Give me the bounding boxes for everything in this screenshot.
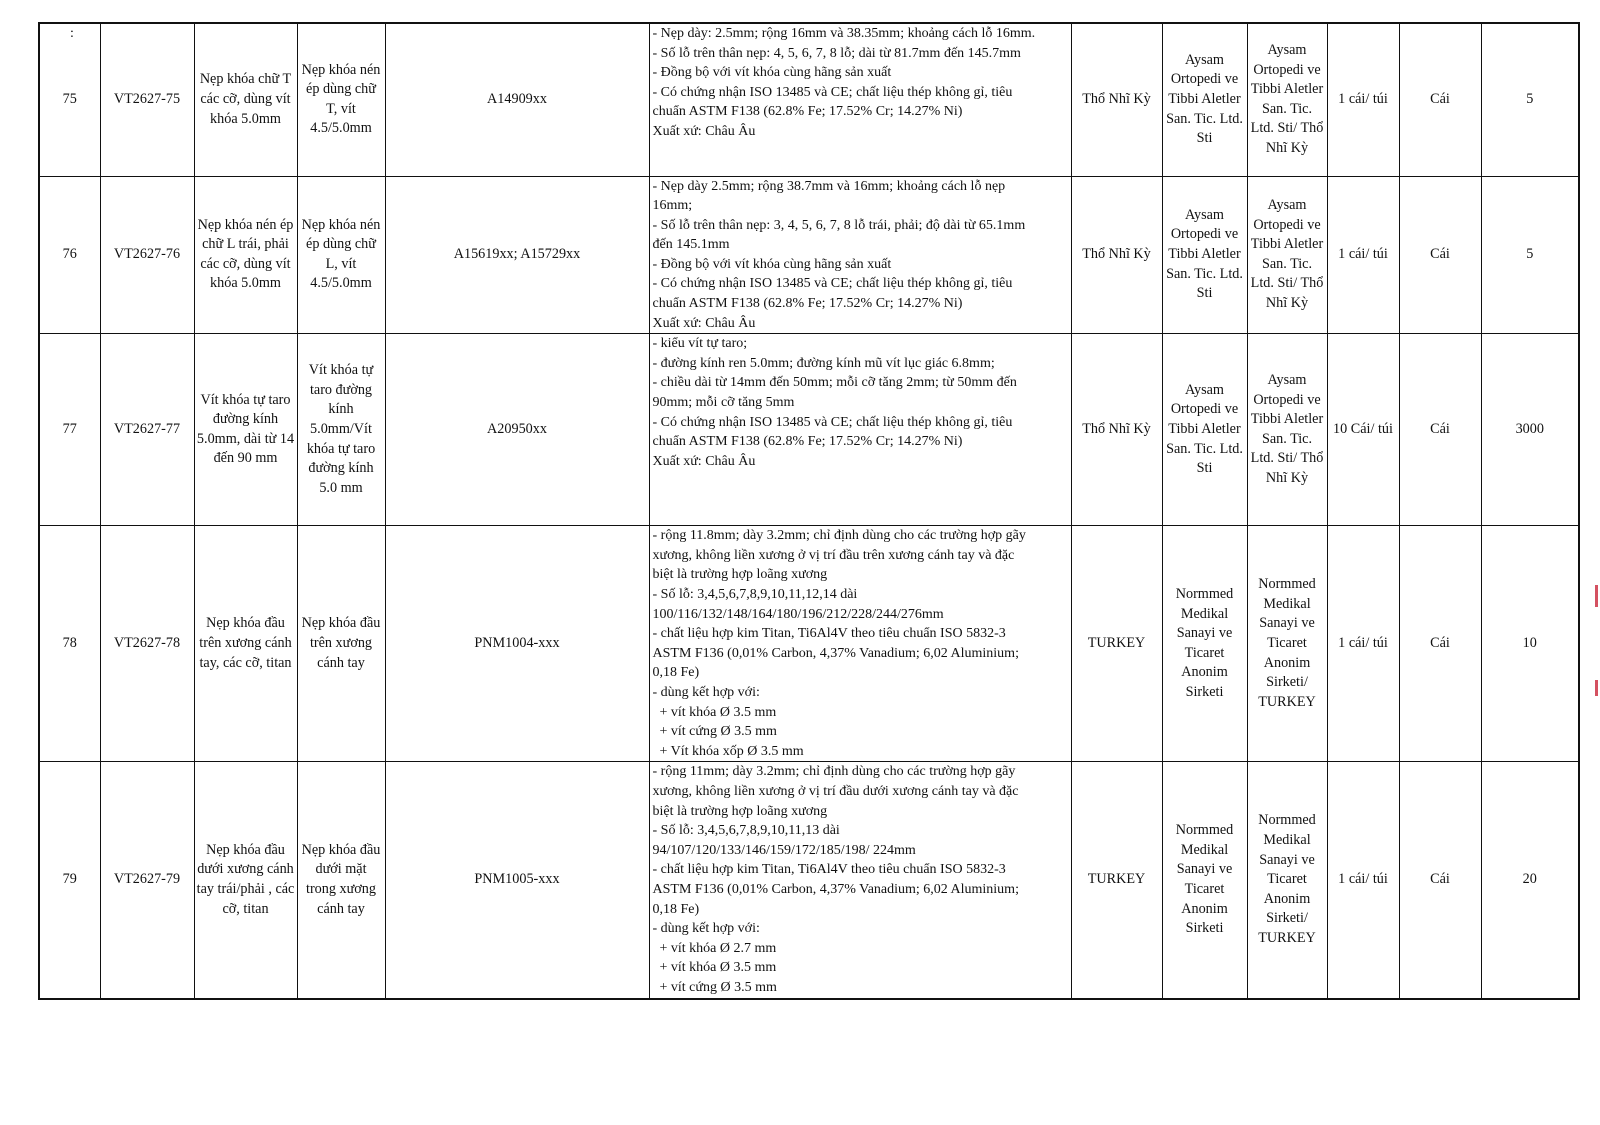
specification-line: 100/116/132/148/164/180/196/212/228/244/276mm (652, 606, 944, 622)
specification-line: + Vít khóa xốp Ø 3.5 mm (652, 743, 804, 759)
item-type-text: Nẹp khóa nén ép dùng chữ L, vít 4.5/5.0mm (301, 216, 381, 292)
specification-line: - đường kính ren 5.0mm; đường kính mũ vít lục giác 6.8mm; (652, 355, 995, 371)
owner-text: Normmed Medikal Sanayi ve Ticaret Anonim Sirketi/ TURKEY (1258, 576, 1316, 710)
specification-line: - Có chứng nhận ISO 13485 và CE; chất liệu thép không gỉ, tiêu (652, 276, 1013, 292)
quantity-text: 5 (1526, 246, 1534, 263)
specification-line: chuẩn ASTM F138 (62.8% Fe; 17.52% Cr; 14.27% Ni) (652, 434, 963, 450)
row-number-text: 75 (62, 90, 77, 107)
specification-line: biệt là trường hợp loãng xương (652, 567, 828, 583)
quantity-text: 5 (1526, 90, 1534, 107)
table-row (39, 176, 1579, 334)
item-name-text: Vít khóa tự taro đường kính 5.0mm, dài từ 14 đến 90 mm (196, 391, 295, 467)
row-number-text: 78 (62, 635, 77, 652)
specification-line: chuẩn ASTM F138 (62.8% Fe; 17.52% Cr; 14.27% Ni) (652, 104, 963, 120)
item-code-cell (100, 23, 194, 176)
item-code-text: VT2627-76 (113, 246, 181, 263)
manufacturer-cell (1162, 526, 1247, 762)
specification-line: chuẩn ASTM F138 (62.8% Fe; 17.52% Cr; 14.27% Ni) (652, 296, 963, 312)
specification-line: xương, không liền xương ở vị trí đầu dưới xương cánh tay và đặc (652, 783, 1019, 799)
item-name-text: Nẹp khóa đầu trên xương cánh tay, các cỡ, titan (199, 615, 292, 671)
specification-line: Xuất xứ: Châu Âu (652, 315, 756, 331)
country-cell (1071, 176, 1162, 334)
owner-text: Normmed Medikal Sanayi ve Ticaret Anonim Sirketi/ TURKEY (1258, 812, 1316, 946)
specification-line: - Đồng bộ với vít khóa cùng hãng sản xuất (652, 256, 892, 272)
model-code-cell (385, 762, 649, 999)
row-number-cell (39, 526, 100, 762)
item-code-text: VT2627-79 (113, 871, 181, 888)
row-number-cell (39, 762, 100, 999)
unit-text: Cái (1430, 871, 1450, 888)
item-name-cell (194, 176, 297, 334)
owner-cell (1247, 526, 1327, 762)
item-name-text: Nẹp khóa chữ T các cỡ, dùng vít khóa 5.0mm (199, 71, 292, 127)
unit-text: Cái (1430, 635, 1450, 652)
specification-line: - Nẹp dày 2.5mm; rộng 38.7mm và 16mm; khoảng cách lỗ nẹp (652, 178, 1006, 194)
specification-line: - Có chứng nhận ISO 13485 và CE; chất liệu thép không gỉ, tiêu (652, 84, 1013, 100)
item-name-text: Nẹp khóa nén ép chữ L trái, phải các cỡ, dùng vít khóa 5.0mm (197, 216, 294, 292)
packaging-cell (1327, 762, 1399, 999)
specification-line: Xuất xứ: Châu Âu (652, 453, 756, 469)
quantity-cell (1481, 23, 1579, 176)
item-name-text: Nẹp khóa đầu dưới xương cánh tay trái/phải , các cỡ, titan (196, 841, 295, 917)
specification-line: ASTM F136 (0,01% Carbon, 4,37% Vanadium; 6,02 Aluminium; (652, 881, 1019, 897)
manufacturer-cell (1162, 176, 1247, 334)
owner-cell (1247, 23, 1327, 176)
packaging-cell (1327, 334, 1399, 526)
specification-line: - rộng 11.8mm; dày 3.2mm; chỉ định dùng cho các trường hợp gãy (652, 528, 1026, 544)
country-cell (1071, 334, 1162, 526)
specification-line: + vít cứng Ø 3.5 mm (652, 724, 777, 740)
specification-line: - Nẹp dày: 2.5mm; rộng 16mm và 38.35mm; khoảng cách lỗ 16mm. (652, 26, 1036, 41)
specification-line: Xuất xứ: Châu Âu (652, 123, 756, 139)
country-text: TURKEY (1087, 871, 1146, 888)
specification-line: đến 145.1mm (652, 237, 730, 253)
specification-line: + vít khóa Ø 2.7 mm (652, 940, 777, 956)
country-text: Thổ Nhĩ Kỳ (1082, 420, 1151, 437)
manufacturer-text: Aysam Ortopedi ve Tibbi Aletler San. Tic. Ltd. Sti (1166, 206, 1243, 302)
unit-cell (1399, 334, 1481, 526)
specification-line: xương, không liền xương ở vị trí đầu trên xương cánh tay và đặc (652, 547, 1015, 563)
unit-cell (1399, 526, 1481, 762)
model-code-cell (385, 176, 649, 334)
item-code-cell (100, 526, 194, 762)
specification-line: 16mm; (652, 198, 693, 214)
item-type-cell (297, 23, 385, 176)
item-type-cell (297, 526, 385, 762)
item-name-cell (194, 334, 297, 526)
unit-text: Cái (1430, 90, 1450, 107)
owner-cell (1247, 762, 1327, 999)
table-row (39, 526, 1579, 762)
item-code-text: VT2627-75 (113, 90, 181, 107)
manufacturer-cell (1162, 762, 1247, 999)
model-code-text: PNM1004-xxx (474, 635, 560, 652)
specification-line: - dùng kết hợp với: (652, 685, 760, 700)
country-cell (1071, 762, 1162, 999)
owner-cell (1247, 176, 1327, 334)
quantity-text: 10 (1522, 635, 1537, 652)
quantity-cell (1481, 526, 1579, 762)
table-body (39, 23, 1579, 999)
quantity-cell (1481, 762, 1579, 999)
country-text: Thổ Nhĩ Kỳ (1082, 246, 1151, 263)
specification-line: - rộng 11mm; dày 3.2mm; chỉ định dùng cho các trường hợp gãy (652, 764, 1016, 780)
unit-text: Cái (1430, 246, 1450, 263)
specification-line: biệt là trường hợp loãng xương (652, 803, 828, 819)
item-name-cell (194, 526, 297, 762)
country-cell (1071, 23, 1162, 176)
table-row (39, 334, 1579, 526)
owner-cell (1247, 334, 1327, 526)
specification-cell (649, 762, 1071, 999)
specification-line: + vít khóa Ø 3.5 mm (652, 704, 777, 720)
specification-line: - Số lỗ: 3,4,5,6,7,8,9,10,11,13 dài (652, 823, 840, 839)
specification-line: + vít khóa Ø 3.5 mm (652, 960, 777, 976)
specification-cell (649, 526, 1071, 762)
packaging-cell (1327, 23, 1399, 176)
item-type-text: Vít khóa tự taro đường kính 5.0mm/Vít khóa tự taro đường kính 5.0 mm (306, 362, 376, 496)
packaging-text: 1 cái/ túi (1338, 635, 1388, 652)
specification-line: 94/107/120/133/146/159/172/185/198/ 224mm (652, 842, 916, 858)
specification-line: 0,18 Fe) (652, 665, 700, 681)
specification-line: + vít cứng Ø 3.5 mm (652, 979, 777, 995)
item-code-text: VT2627-78 (113, 635, 181, 652)
packaging-text: 1 cái/ túi (1338, 246, 1388, 263)
specification-line: - dùng kết hợp với: (652, 921, 760, 937)
specification-line: 0,18 Fe) (652, 901, 700, 917)
row-number-cell (39, 176, 100, 334)
specification-cell (649, 334, 1071, 526)
model-code-text: PNM1005-xxx (474, 871, 560, 888)
unit-text: Cái (1430, 420, 1450, 437)
row-number-text: 76 (62, 246, 77, 263)
quantity-cell (1481, 176, 1579, 334)
packaging-text: 10 Cái/ túi (1333, 420, 1393, 437)
model-code-text: A20950xx (487, 420, 547, 437)
item-name-cell (194, 23, 297, 176)
specification-line: - Số lỗ trên thân nẹp: 3, 4, 5, 6, 7, 8 lỗ trái, phải; độ dài từ 65.1mm (652, 217, 1026, 233)
packaging-text: 1 cái/ túi (1338, 871, 1388, 888)
specification-line: - Số lỗ trên thân nẹp: 4, 5, 6, 7, 8 lỗ; dài từ 81.7mm đến 145.7mm (652, 45, 1021, 61)
packaging-text: 1 cái/ túi (1338, 90, 1388, 107)
item-code-cell (100, 176, 194, 334)
country-text: Thổ Nhĩ Kỳ (1082, 90, 1151, 107)
owner-text: Aysam Ortopedi ve Tibbi Aletler San. Tic. Ltd. Sti/ Thổ Nhĩ Kỳ (1250, 371, 1324, 486)
manufacturer-text: Normmed Medikal Sanayi ve Ticaret Anonim Sirketi (1175, 822, 1234, 937)
item-type-text: Nẹp khóa đầu trên xương cánh tay (301, 615, 381, 671)
model-code-cell (385, 334, 649, 526)
packaging-cell (1327, 176, 1399, 334)
item-type-cell (297, 762, 385, 999)
model-code-cell (385, 23, 649, 176)
manufacturer-text: Normmed Medikal Sanayi ve Ticaret Anonim Sirketi (1175, 586, 1234, 700)
item-code-cell (100, 762, 194, 999)
unit-cell (1399, 762, 1481, 999)
specification-line: - Đồng bộ với vít khóa cùng hãng sản xuất (652, 65, 892, 81)
quantity-cell (1481, 334, 1579, 526)
item-name-cell (194, 762, 297, 999)
item-type-cell (297, 176, 385, 334)
equipment-table-sheet (38, 22, 1578, 1000)
row-number-cell (39, 23, 100, 176)
specification-line: - chất liệu hợp kim Titan, Ti6Al4V theo tiêu chuẩn ISO 5832-3 (652, 626, 1006, 642)
specification-line: ASTM F136 (0,01% Carbon, 4,37% Vanadium; 6,02 Aluminium; (652, 645, 1019, 661)
item-type-cell (297, 334, 385, 526)
item-type-text: Nẹp khóa đầu dưới mặt trong xương cánh tay (301, 841, 381, 917)
quantity-text: 3000 (1515, 420, 1544, 437)
model-code-cell (385, 526, 649, 762)
manufacturer-text: Aysam Ortopedi ve Tibbi Aletler San. Tic. Ltd. Sti (1166, 51, 1243, 147)
item-code-text: VT2627-77 (113, 420, 181, 437)
manufacturer-text: Aysam Ortopedi ve Tibbi Aletler San. Tic. Ltd. Sti (1166, 381, 1243, 477)
top-mark: : (70, 26, 74, 41)
row-number-text: 79 (62, 871, 77, 888)
page-edge-mark (1595, 585, 1598, 607)
specification-line: - chất liệu hợp kim Titan, Ti6Al4V theo tiêu chuẩn ISO 5832-3 (652, 862, 1006, 878)
table-row (39, 762, 1579, 999)
item-type-text: Nẹp khóa nén ép dùng chữ T, vít 4.5/5.0mm (301, 61, 381, 137)
specification-line: - Có chứng nhận ISO 13485 và CE; chất liệu thép không gỉ, tiêu (652, 414, 1013, 430)
row-number-cell (39, 334, 100, 526)
page-edge-mark (1595, 680, 1598, 696)
unit-cell (1399, 176, 1481, 334)
manufacturer-cell (1162, 334, 1247, 526)
row-number-text: 77 (62, 420, 77, 437)
table-row (39, 23, 1579, 176)
packaging-cell (1327, 526, 1399, 762)
country-cell (1071, 526, 1162, 762)
specification-cell (649, 176, 1071, 334)
specification-line: - kiểu vít tự taro; (652, 336, 748, 352)
specification-line: 90mm; mỗi cỡ tăng 5mm (652, 395, 795, 411)
owner-text: Aysam Ortopedi ve Tibbi Aletler San. Tic. Ltd. Sti/ Thổ Nhĩ Kỳ (1250, 197, 1324, 312)
specification-line: - Số lỗ: 3,4,5,6,7,8,9,10,11,12,14 dài (652, 587, 858, 603)
item-code-cell (100, 334, 194, 526)
equipment-table (38, 22, 1580, 1000)
manufacturer-cell (1162, 23, 1247, 176)
owner-text: Aysam Ortopedi ve Tibbi Aletler San. Tic. Ltd. Sti/ Thổ Nhĩ Kỳ (1250, 41, 1324, 156)
model-code-text: A15619xx; A15729xx (453, 246, 581, 263)
specification-line: - chiều dài từ 14mm đến 50mm; mỗi cỡ tăng 2mm; từ 50mm đến (652, 375, 1017, 391)
unit-cell (1399, 23, 1481, 176)
quantity-text: 20 (1522, 871, 1537, 888)
model-code-text: A14909xx (487, 90, 547, 107)
specification-cell (649, 23, 1071, 176)
country-text: TURKEY (1087, 635, 1146, 652)
